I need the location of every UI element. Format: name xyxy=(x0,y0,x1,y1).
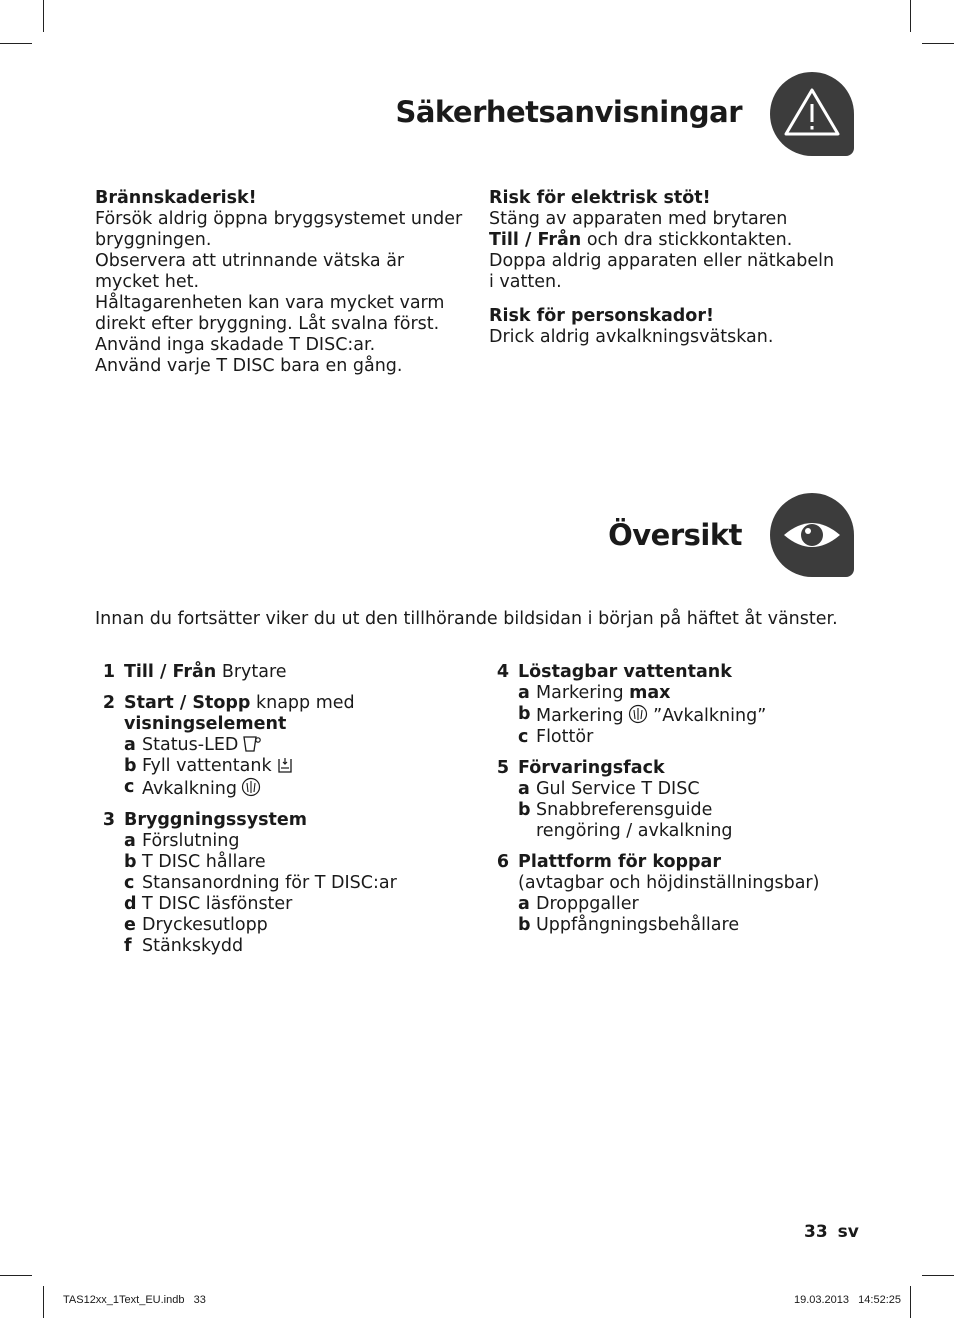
item-text: knapp med xyxy=(250,693,355,713)
overview-intro: Innan du fortsätter viker du ut den tillhörande bildsidan i början på häftet åt vänster. xyxy=(95,609,838,629)
burn-risk-line: Använd inga skadade T DISC:ar. xyxy=(95,335,376,355)
sub-item xyxy=(518,800,859,821)
crop-mark xyxy=(43,0,44,32)
electric-shock-text: och dra stickkontakten. xyxy=(581,230,793,250)
burn-risk-line: Håltagarenheten kan vara mycket varm xyxy=(95,293,445,313)
safety-title: Säkerhetsanvisningar xyxy=(395,95,742,129)
max-label: max xyxy=(629,683,671,703)
eye-badge xyxy=(770,493,854,577)
sub-letter: e xyxy=(124,915,136,935)
sub-text: Gul Service T DISC xyxy=(536,779,700,799)
crop-mark xyxy=(0,1275,32,1276)
page-language: sv xyxy=(837,1222,859,1242)
item-title: Start / Stopp xyxy=(124,693,251,713)
burn-risk-line: bryggningen. xyxy=(95,230,212,250)
item-number: 6 xyxy=(496,852,509,872)
list-item xyxy=(489,852,859,936)
sub-letter: b xyxy=(518,915,531,935)
sub-text: Dryckesutlopp xyxy=(142,915,268,935)
sub-item xyxy=(124,915,475,936)
electric-shock-heading: Risk för elektrisk stöt! xyxy=(489,188,711,208)
item-number: 5 xyxy=(496,758,509,778)
sub-text-tail: ”Avkalkning” xyxy=(647,706,767,726)
list-item xyxy=(95,662,475,683)
electric-shock-section xyxy=(489,188,849,293)
sub-item xyxy=(124,936,475,957)
sub-letter: b xyxy=(124,852,137,872)
sub-item xyxy=(124,735,475,756)
sub-letter: b xyxy=(518,800,531,820)
sub-item xyxy=(518,779,859,800)
sub-text: Flottör xyxy=(536,727,594,747)
item-title-cont: visningselement xyxy=(124,714,287,734)
descale-icon xyxy=(241,777,261,797)
sub-item xyxy=(518,894,859,915)
sub-item xyxy=(124,852,475,873)
sub-item xyxy=(124,831,475,852)
burn-risk-line: Använd varje T DISC bara en gång. xyxy=(95,356,403,376)
sub-text: Förslutning xyxy=(142,831,240,851)
item-number: 2 xyxy=(102,693,115,713)
sub-text: Status-LED xyxy=(142,735,239,755)
injury-risk-heading: Risk för personskador! xyxy=(489,306,714,326)
item-number: 3 xyxy=(102,810,115,830)
electric-shock-line: Doppa aldrig apparaten eller nätkabeln xyxy=(489,251,835,271)
overview-title: Översikt xyxy=(608,518,742,552)
electric-shock-line: i vatten. xyxy=(489,272,562,292)
sub-letter: a xyxy=(124,831,136,851)
sub-letter: f xyxy=(124,936,132,956)
sub-letter: a xyxy=(518,683,530,703)
descale-icon xyxy=(628,704,648,724)
item-title: Löstagbar vattentank xyxy=(518,662,732,682)
burn-risk-line: Försök aldrig öppna bryggsystemet under xyxy=(95,209,463,229)
sub-letter: c xyxy=(124,777,135,797)
burn-risk-heading: Brännskaderisk! xyxy=(95,188,257,208)
item-title: Plattform för koppar xyxy=(518,852,722,872)
list-item xyxy=(95,810,475,957)
injury-risk-line: Drick aldrig avkalkningsvätskan. xyxy=(489,327,774,347)
switch-label: Till / Från xyxy=(489,230,582,250)
sub-item xyxy=(518,704,859,727)
sub-item xyxy=(518,727,859,748)
footer-file: TAS12xx_1Text_EU.indb 33 xyxy=(63,1294,206,1306)
item-title: Bryggningssystem xyxy=(124,810,307,830)
sub-item-cont: rengöring / avkalkning xyxy=(536,821,733,841)
sub-item xyxy=(124,756,475,777)
sub-text: Uppfångningsbehållare xyxy=(536,915,740,935)
item-title: Till / Från xyxy=(124,662,217,682)
burn-risk-line: mycket het. xyxy=(95,272,200,292)
crop-mark xyxy=(43,1286,44,1318)
item-title: Förvaringsfack xyxy=(518,758,665,778)
item-number: 1 xyxy=(102,662,115,682)
cup-icon xyxy=(242,735,262,753)
sub-letter: a xyxy=(124,735,136,755)
sub-letter: d xyxy=(124,894,137,914)
crop-mark xyxy=(910,0,911,32)
crop-mark xyxy=(922,1275,954,1276)
sub-item xyxy=(518,915,859,936)
water-tank-icon xyxy=(276,756,294,774)
sub-text: T DISC hållare xyxy=(142,852,266,872)
sub-text: T DISC läsfönster xyxy=(142,894,293,914)
electric-shock-line: Stäng av apparaten med brytaren xyxy=(489,209,788,229)
crop-mark xyxy=(0,43,32,44)
sub-text: Droppgaller xyxy=(536,894,639,914)
item-text: Brytare xyxy=(216,662,287,682)
sub-letter: c xyxy=(124,873,135,893)
sub-letter: a xyxy=(518,779,530,799)
injury-risk-section xyxy=(489,306,849,348)
list-item xyxy=(489,758,859,842)
overview-list-left xyxy=(95,662,475,967)
crop-mark xyxy=(910,1286,911,1318)
burn-risk-line: Observera att utrinnande vätska är xyxy=(95,251,405,271)
safety-right-column xyxy=(489,188,849,361)
overview-list-right xyxy=(489,662,859,946)
page-number xyxy=(804,1222,859,1242)
burn-risk-line: direkt efter bryggning. Låt svalna först. xyxy=(95,314,440,334)
sub-text: Stansanordning för T DISC:ar xyxy=(142,873,397,893)
sub-item xyxy=(124,873,475,894)
sub-item xyxy=(124,777,475,800)
list-item xyxy=(489,662,859,748)
burn-risk-section xyxy=(95,188,475,377)
warning-badge xyxy=(770,72,854,156)
crop-mark xyxy=(922,43,954,44)
electric-shock-line xyxy=(489,230,849,251)
item-number: 4 xyxy=(496,662,509,682)
sub-text: Stänkskydd xyxy=(142,936,244,956)
page-number-value: 33 xyxy=(804,1222,828,1242)
sub-text: Markering xyxy=(536,683,630,703)
footer-timestamp: 19.03.2013 14:52:25 xyxy=(793,1294,901,1306)
sub-text: Snabbreferensguide xyxy=(536,800,713,820)
item-text: (avtagbar och höjdinställningsbar) xyxy=(518,873,820,893)
eye-icon xyxy=(770,493,854,577)
sub-letter: c xyxy=(518,727,529,747)
list-item xyxy=(95,693,475,800)
sub-letter: b xyxy=(124,756,137,776)
sub-text: Fyll vattentank xyxy=(142,756,272,776)
sub-text: Markering xyxy=(536,706,624,726)
sub-item xyxy=(124,894,475,915)
sub-letter: a xyxy=(518,894,530,914)
sub-item xyxy=(518,683,859,704)
sub-text: Avkalkning xyxy=(142,779,238,799)
sub-letter: b xyxy=(518,704,531,724)
warning-triangle-icon xyxy=(770,72,854,156)
